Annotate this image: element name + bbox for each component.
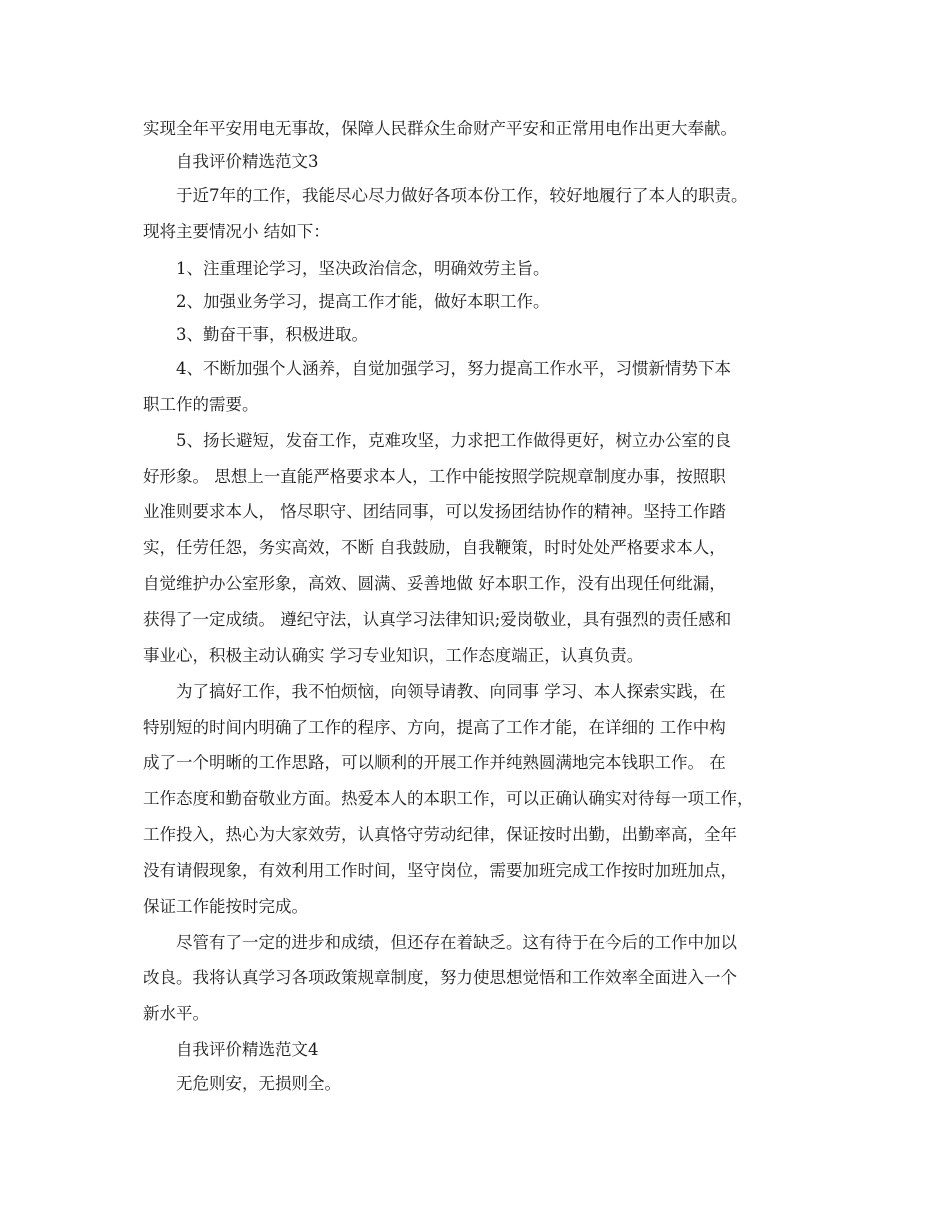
paragraph-line: 新水平。 xyxy=(143,1004,209,1023)
section-heading: 自我评价精选范文3 xyxy=(176,152,319,171)
paragraph-line: 职工作的需要。 xyxy=(143,395,259,414)
list-item: 4、不断加强个人涵养，自觉加强学习，努力提高工作水平，习惯新情势下本 xyxy=(176,359,731,378)
list-item: 1、注重理论学习，坚决政治信念，明确效劳主旨。 xyxy=(176,259,550,278)
paragraph-line: 尽管有了一定的进步和成绩，但还存在着缺乏。这有待于在今后的工作中加以 xyxy=(176,933,737,952)
list-item: 5、扬长避短，发奋工作，克难攻坚，力求把工作做得更好，树立办公室的良 xyxy=(176,431,731,450)
paragraph-line: 无危则安，无损则全。 xyxy=(176,1074,341,1093)
paragraph-line: 自觉维护办公室形象，高效、圆满、妥善地做 好本职工作，没有出现任何纰漏， xyxy=(143,574,726,593)
paragraph-line: 没有请假现象，有效利用工作时间，坚守岗位，需要加班完成工作按时加班加点， xyxy=(143,861,737,880)
paragraph-line: 于近7年的工作，我能尽心尽力做好各项本份工作，较好地履行了本人的职责。 xyxy=(176,186,748,205)
paragraph-line: 现将主要情况小 结如下： xyxy=(143,222,330,241)
paragraph-line: 获得了一定成绩。 遵纪守法，认真学习法律知识;爱岗敬业，具有强烈的责任感和 xyxy=(143,610,732,629)
paragraph-line: 为了搞好工作，我不怕烦恼，向领导请教、向同事 学习、本人探索实践，在 xyxy=(176,682,726,701)
paragraph-line: 好形象。 思想上一直能严格要求本人，工作中能按照学院规章制度办事，按照职 xyxy=(143,467,726,486)
list-item: 2、加强业务学习，提高工作才能，做好本职工作。 xyxy=(176,292,550,311)
paragraph-line: 业准则要求本人， 恪尽职守、团结同事，可以发扬团结协作的精神。坚持工作踏 xyxy=(143,502,726,521)
paragraph-line: 实现全年平安用电无事故，保障人民群众生命财产平安和正常用电作出更大奉献。 xyxy=(143,119,737,138)
section-heading: 自我评价精选范文4 xyxy=(176,1040,319,1059)
paragraph-line: 事业心，积极主动认确实 学习专业知识，工作态度端正，认真负责。 xyxy=(143,646,644,665)
paragraph-line: 改良。我将认真学习各项政策规章制度，努力使思想觉悟和工作效率全面进入一个 xyxy=(143,968,737,987)
paragraph-line: 成了一个明晰的工作思路，可以顺利的开展工作并纯熟圆满地完本钱职工作。 在 xyxy=(143,753,726,772)
list-item: 3、勤奋干事，积极进取。 xyxy=(176,325,368,344)
paragraph-line: 工作投入，热心为大家效劳，认真恪守劳动纪律，保证按时出勤，出勤率高，全年 xyxy=(143,825,737,844)
paragraph-line: 工作态度和勤奋敬业方面。热爱本人的本职工作，可以正确认确实对待每一项工作， xyxy=(143,789,754,808)
paragraph-line: 实，任劳任怨，务实高效，不断 自我鼓励，自我鞭策，时时处处严格要求本人， xyxy=(143,538,726,557)
paragraph-line: 保证工作能按时完成。 xyxy=(143,897,308,916)
paragraph-line: 特别短的时间内明确了工作的程序、方向，提高了工作才能，在详细的 工作中构 xyxy=(143,718,726,737)
